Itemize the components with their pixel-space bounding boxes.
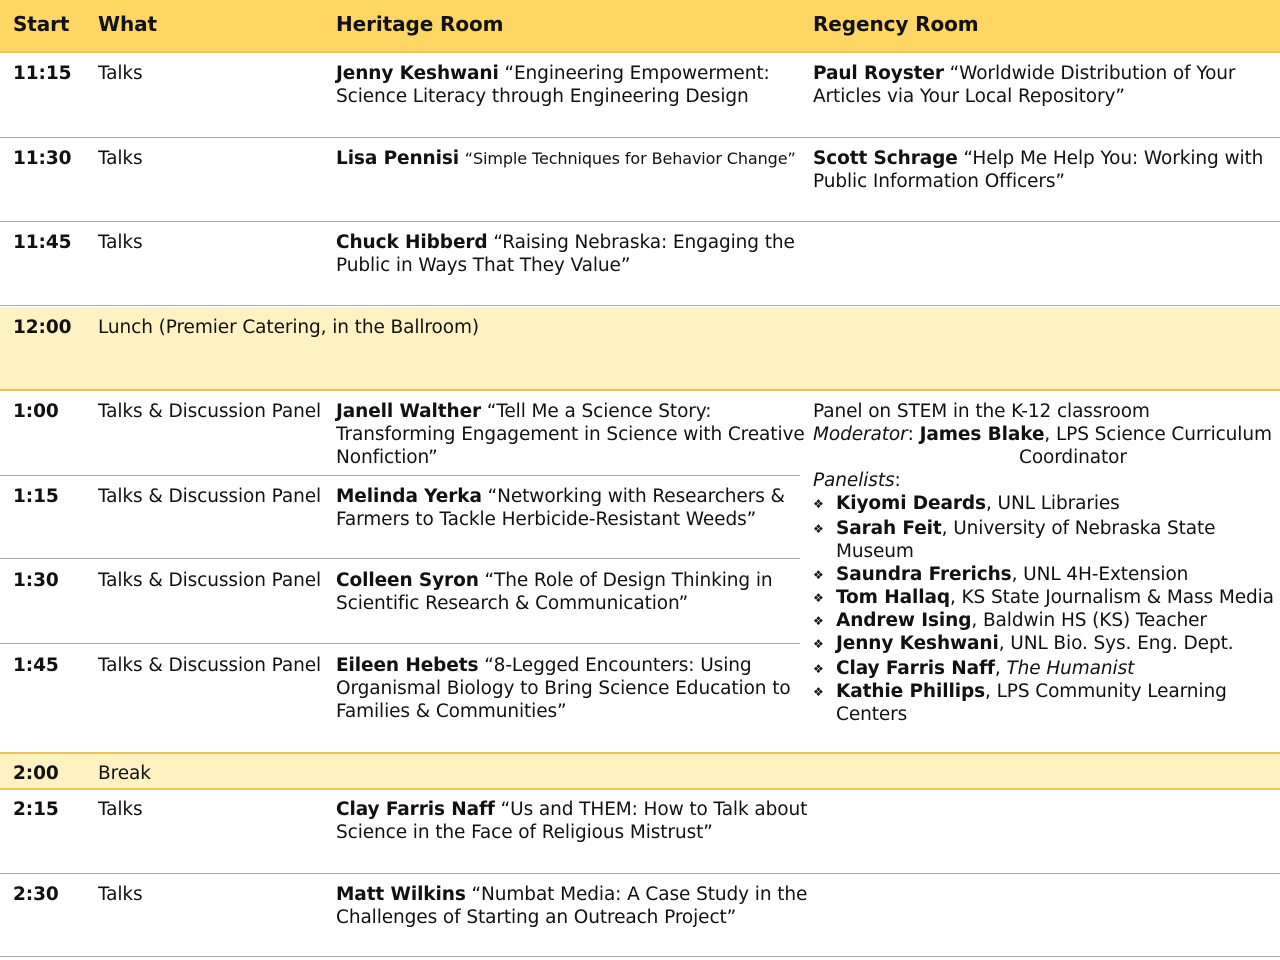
- row-time: 2:30: [13, 884, 59, 905]
- talk-title: Transforming Engagement in Science with Creative: [336, 424, 805, 445]
- diamond-bullet-icon: ❖: [813, 685, 824, 699]
- header-divider: [0, 51, 1280, 53]
- table-header-background: [0, 0, 1280, 52]
- heritage-session: [336, 569, 773, 615]
- row-divider: [0, 475, 800, 476]
- row-time: 2:15: [13, 799, 59, 820]
- talk-title: “Tell Me a Science Story:: [486, 401, 712, 422]
- talk-title: Science Literacy through Engineering Design: [336, 86, 749, 107]
- panelist-name: Andrew Ising: [836, 610, 972, 631]
- panel-moderator: Moderator: James Blake, LPS Science Curriculum Coordinator: [813, 424, 1272, 468]
- row-what: Lunch (Premier Catering, in the Ballroom): [98, 317, 480, 338]
- speaker-name: Colleen Syron: [336, 570, 479, 591]
- row-time: 1:15: [13, 486, 59, 507]
- panelist-item: [813, 586, 1273, 609]
- panelist-name: Kiyomi Deards: [836, 493, 986, 514]
- speaker-name: Clay Farris Naff: [336, 799, 495, 820]
- row-divider: [0, 221, 1280, 222]
- talk-title: Farmers to Tackle Herbicide-Resistant Weeds”: [336, 509, 757, 530]
- row-what: Talks: [98, 799, 143, 820]
- row-what: Talks: [98, 232, 143, 253]
- row-what: Talks & Discussion Panel: [98, 486, 322, 507]
- panelist-affiliation: , UNL Bio. Sys. Eng. Dept.: [998, 633, 1234, 654]
- panelists-label: Panelists: [813, 470, 895, 491]
- heritage-session: [336, 400, 805, 469]
- header-regency-room: Regency Room: [813, 12, 979, 36]
- talk-title: “Engineering Empowerment:: [504, 63, 770, 84]
- row-divider: [0, 137, 1280, 138]
- talk-title: “The Role of Design Thinking in: [484, 570, 773, 591]
- panelist-affiliation: The Humanist: [1006, 658, 1135, 679]
- panelist-name: Clay Farris Naff: [836, 658, 995, 679]
- talk-title: “Us and THEM: How to Talk about: [500, 799, 808, 820]
- talk-title: “Simple Techniques for Behavior Change”: [464, 149, 796, 168]
- panelist-item: [813, 517, 1273, 563]
- panelists-list: [813, 492, 1273, 726]
- diamond-bullet-icon: ❖: [813, 568, 824, 582]
- row-time: 1:00: [13, 401, 59, 422]
- talk-title: “Help Me Help You: Working with: [963, 148, 1264, 169]
- talk-title: Nonfiction”: [336, 447, 438, 468]
- talk-title: Scientific Research & Communication”: [336, 593, 689, 614]
- talk-title: “Worldwide Distribution of Your: [949, 63, 1236, 84]
- panel-title: Panel on STEM in the K-12 classroom: [813, 401, 1150, 422]
- diamond-bullet-icon: ❖: [813, 662, 824, 676]
- panelist-affiliation: , UNL Libraries: [985, 493, 1120, 514]
- row-what: Talks & Discussion Panel: [98, 570, 322, 591]
- row-divider: [0, 643, 800, 644]
- heritage-session: [336, 147, 796, 170]
- row-what: Talks: [98, 148, 143, 169]
- talk-title: “Raising Nebraska: Engaging the: [493, 232, 795, 253]
- row-what: Talks: [98, 884, 143, 905]
- row-time: 12:00: [13, 317, 72, 338]
- diamond-bullet-icon: ❖: [813, 637, 824, 651]
- talk-title: “Numbat Media: A Case Study in the: [471, 884, 808, 905]
- talk-title: Challenges of Starting an Outreach Project”: [336, 907, 737, 928]
- row-time: 11:45: [13, 232, 72, 253]
- heritage-session: [336, 798, 807, 844]
- row-divider: [0, 788, 1280, 790]
- speaker-name: Janell Walther: [336, 401, 482, 422]
- row-time: 1:30: [13, 570, 59, 591]
- speaker-name: Chuck Hibberd: [336, 232, 488, 253]
- heritage-session: [336, 62, 770, 108]
- row-time: 1:45: [13, 655, 59, 676]
- panelist-name: Saundra Frerichs: [836, 564, 1012, 585]
- talk-title: Science in the Face of Religious Mistrust”: [336, 822, 713, 843]
- panelist-affiliation: , LPS Community Learning: [985, 681, 1227, 702]
- panelist-affiliation: , UNL 4H-Extension: [1011, 564, 1189, 585]
- row-divider: [0, 389, 1280, 391]
- panelist-name: Tom Hallaq: [836, 587, 950, 608]
- heritage-session: [336, 231, 795, 277]
- row-time: 11:15: [13, 63, 72, 84]
- panelist-affiliation: , KS State Journalism & Mass Media: [949, 587, 1274, 608]
- row-what: Talks & Discussion Panel: [98, 401, 322, 422]
- speaker-name: Paul Royster: [813, 63, 944, 84]
- panelist-item: [813, 563, 1273, 586]
- regency-session: [813, 62, 1235, 108]
- stem-panel-session: [813, 400, 1273, 726]
- speaker-name: Eileen Hebets: [336, 655, 479, 676]
- talk-title: Public Information Officers”: [813, 171, 1065, 192]
- speaker-name: Jenny Keshwani: [336, 63, 499, 84]
- moderator-label: Moderator: [813, 424, 908, 445]
- row-divider: [0, 752, 1280, 754]
- panelist-item: [813, 609, 1273, 632]
- row-divider: [0, 558, 800, 559]
- panelist-name: Sarah Feit: [836, 518, 942, 539]
- diamond-bullet-icon: ❖: [813, 591, 824, 605]
- header-heritage-room: Heritage Room: [336, 12, 504, 36]
- talk-title: “Networking with Researchers &: [487, 486, 785, 507]
- row-time: 11:30: [13, 148, 72, 169]
- panelist-item: [813, 492, 1273, 515]
- moderator-affiliation: Coordinator: [1019, 447, 1127, 468]
- diamond-bullet-icon: ❖: [813, 614, 824, 628]
- moderator-name: James Blake: [919, 424, 1045, 445]
- speaker-name: Lisa Pennisi: [336, 148, 460, 169]
- panelist-affiliation: Centers: [836, 704, 908, 725]
- diamond-bullet-icon: ❖: [813, 497, 824, 511]
- row-time: 2:00: [13, 763, 59, 784]
- diamond-bullet-icon: ❖: [813, 522, 824, 536]
- panelist-name: Jenny Keshwani: [836, 633, 999, 654]
- panelists-heading: Panelists:: [813, 470, 901, 491]
- row-what: Talks: [98, 63, 143, 84]
- row-what: Talks & Discussion Panel: [98, 655, 322, 676]
- moderator-affiliation: , LPS Science Curriculum: [1044, 424, 1272, 445]
- row-divider: [0, 873, 1280, 874]
- header-start: Start: [13, 12, 70, 36]
- heritage-session: [336, 485, 785, 531]
- talk-title: “8-Legged Encounters: Using: [484, 655, 752, 676]
- panelist-affiliation: Museum: [836, 541, 914, 562]
- panelist-name: Kathie Phillips: [836, 681, 986, 702]
- heritage-session: [336, 883, 807, 929]
- speaker-name: Scott Schrage: [813, 148, 958, 169]
- talk-title: Public in Ways That They Value”: [336, 255, 631, 276]
- regency-session: [813, 147, 1263, 193]
- row-what: Break: [98, 763, 151, 784]
- break-row-background: [0, 753, 1280, 789]
- speaker-name: Melinda Yerka: [336, 486, 482, 507]
- panelist-item: [813, 680, 1273, 726]
- talk-title: Articles via Your Local Repository”: [813, 86, 1125, 107]
- header-what: What: [98, 12, 157, 36]
- panelist-item: [813, 632, 1273, 655]
- talk-title: Organismal Biology to Bring Science Education to: [336, 678, 791, 699]
- row-divider: [0, 305, 1280, 306]
- panelist-item: ❖ Clay Farris Naff, The Humanist: [813, 658, 1135, 679]
- speaker-name: Matt Wilkins: [336, 884, 466, 905]
- row-divider: [0, 956, 1280, 957]
- heritage-session: [336, 654, 791, 723]
- panelist-affiliation: , Baldwin HS (KS) Teacher: [971, 610, 1207, 631]
- panelist-affiliation: , University of Nebraska State: [941, 518, 1216, 539]
- talk-title: Families & Communities”: [336, 701, 567, 722]
